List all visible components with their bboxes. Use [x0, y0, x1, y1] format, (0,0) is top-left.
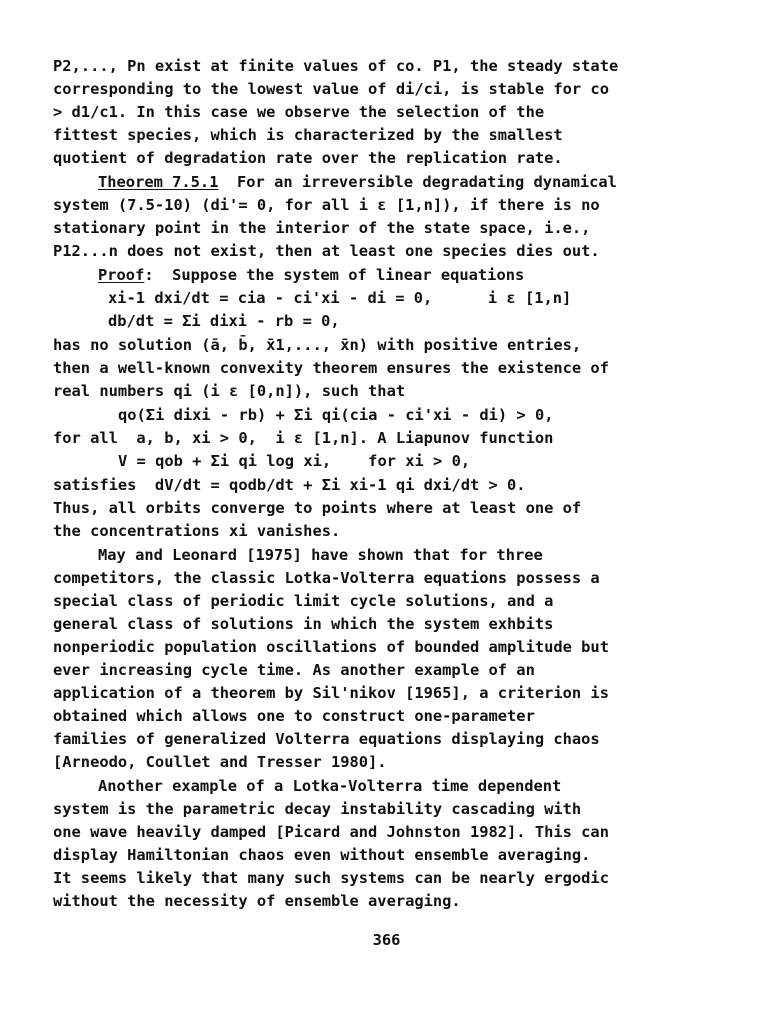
- text-line: application of a theorem by Sil'nikov [1965], a criterion is: [53, 684, 609, 702]
- text-line: system (7.5-10) (di'= 0, for all i ε [1,n]), if there is no: [53, 196, 600, 214]
- text-line: nonperiodic population oscillations of bounded amplitude but: [53, 638, 609, 656]
- text-line: It seems likely that many such systems can be nearly ergodic: [53, 869, 609, 887]
- text-line: P2,..., Pn exist at finite values of co. P1, the steady state: [53, 57, 619, 75]
- text-line: families of generalized Volterra equations displaying chaos: [53, 730, 600, 748]
- text-line: satisfies dV/dt = qodb/dt + Σi xi-1 qi dxi/dt > 0.: [53, 476, 526, 494]
- text-line: stationary point in the interior of the state space, i.e.,: [53, 219, 591, 237]
- text-line: corresponding to the lowest value of di/ci, is stable for co: [53, 80, 609, 98]
- text-line: quotient of degradation rate over the replication rate.: [53, 149, 563, 167]
- text-line: for all a, b, xi > 0, i ε [1,n]. A Liapunov function: [53, 429, 554, 447]
- text-line: the concentrations xi vanishes.: [53, 522, 341, 540]
- text-line: May and Leonard [1975] have shown that for three: [98, 546, 543, 564]
- text-line: without the necessity of ensemble averaging.: [53, 892, 461, 910]
- equation-line: qo(Σi dixi - rb) + Σi qi(cia - ci'xi - di) > 0,: [118, 406, 554, 424]
- equation-line: V = qob + Σi qi log xi, for xi > 0,: [118, 452, 471, 470]
- text-line: ever increasing cycle time. As another example of an: [53, 661, 535, 679]
- equation-line: xi-1 dxi/dt = cia - ci'xi - di = 0, i ε [1,n]: [108, 289, 572, 307]
- proof-heading: Proof: [98, 266, 145, 284]
- text-line: P12...n does not exist, then at least one species dies out.: [53, 242, 600, 260]
- text-line: then a well-known convexity theorem ensures the existence of: [53, 359, 609, 377]
- theorem-text: For an irreversible degradating dynamical: [218, 173, 617, 191]
- text-line: obtained which allows one to construct one-parameter: [53, 707, 535, 725]
- text-line: [Arneodo, Coullet and Tresser 1980].: [53, 753, 387, 771]
- text-line: fittest species, which is characterized by the smallest: [53, 126, 563, 144]
- equation-line: db/dt = Σi dixi - rb = 0,: [108, 312, 340, 330]
- text-line: has no solution (ā, b̄, x̄1,..., x̄n) with positive entries,: [53, 336, 582, 354]
- theorem-heading: Theorem 7.5.1: [98, 173, 219, 191]
- text-line: competitors, the classic Lotka-Volterra equations possess a: [53, 569, 600, 587]
- text-line: > d1/c1. In this case we observe the selection of the: [53, 103, 545, 121]
- text-line: one wave heavily damped [Picard and Johnston 1982]. This can: [53, 823, 609, 841]
- text-line: special class of periodic limit cycle solutions, and a: [53, 592, 554, 610]
- proof-line: [98, 264, 524, 287]
- text-line: system is the parametric decay instability cascading with: [53, 800, 582, 818]
- proof-text: : Suppose the system of linear equations: [144, 266, 525, 284]
- text-line: general class of solutions in which the system exhbits: [53, 615, 554, 633]
- text-line: display Hamiltonian chaos even without ensemble averaging.: [53, 846, 591, 864]
- text-line: Another example of a Lotka-Volterra time dependent: [98, 777, 562, 795]
- text-line: Thus, all orbits converge to points where at least one of: [53, 499, 582, 517]
- text-line: real numbers qi (i ε [0,n]), such that: [53, 382, 406, 400]
- theorem-line: [98, 171, 617, 194]
- page-number: 366: [372, 931, 401, 949]
